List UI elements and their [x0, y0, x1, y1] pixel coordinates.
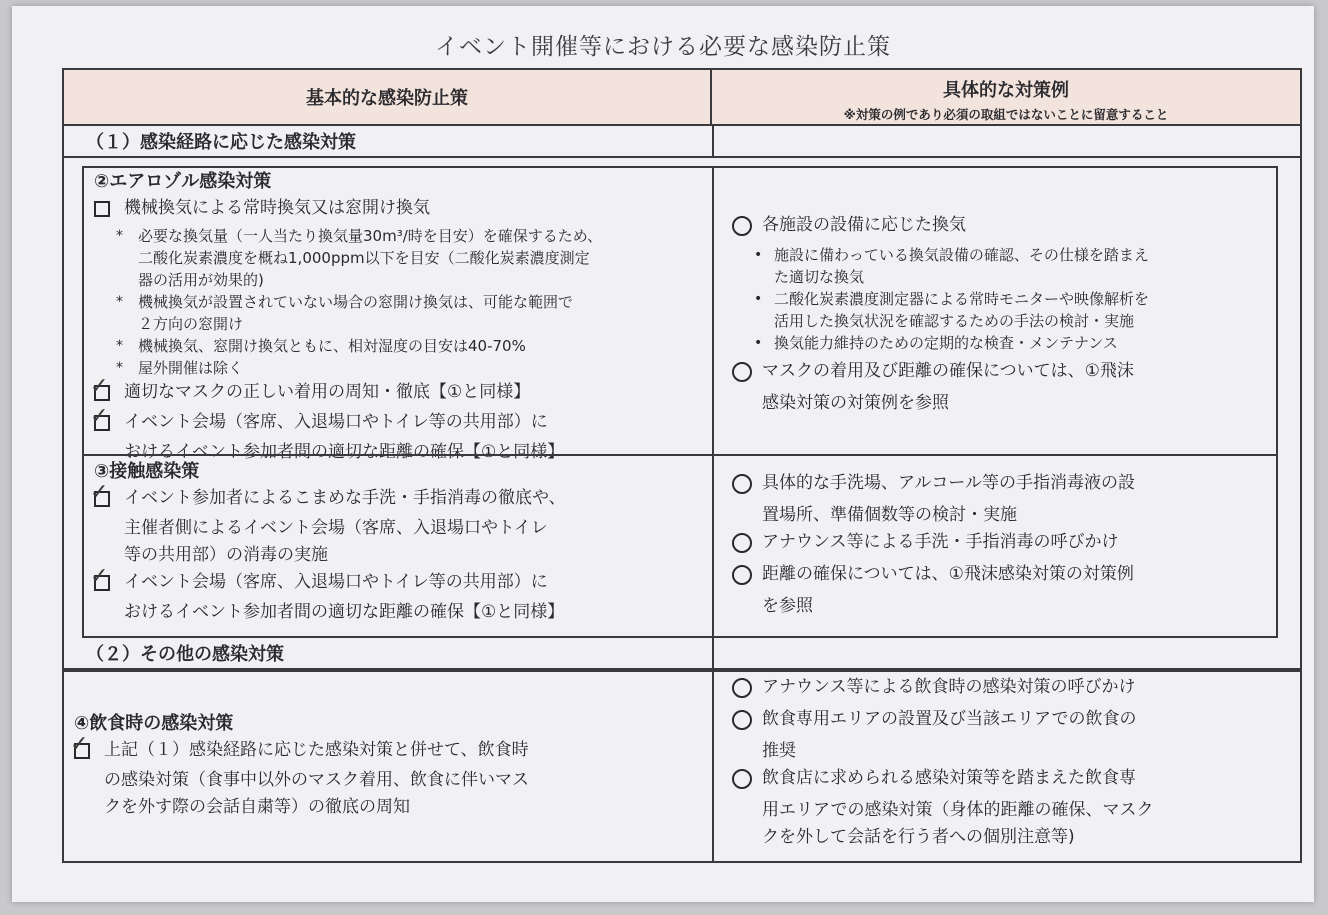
example-item: 飲食店に求められる感染対策等を踏まえた飲食専 — [762, 768, 1136, 788]
eating-line: 上記（１）感染経路に応じた感染対策と併せて、飲食時 — [104, 740, 529, 760]
eating-title: ④飲食時の感染対策 — [74, 713, 234, 734]
circle-icon — [732, 674, 762, 706]
eating-block — [70, 710, 704, 821]
eating-line: クを外す際の会話自粛等）の徹底の周知 — [104, 797, 410, 817]
aerosol-check-item: イベント会場（客席、入退場口やトイレ等の共用部）に — [124, 412, 548, 432]
eating-examples — [732, 674, 1292, 851]
example-sub: 活用した換気状況を確認するための手法の検討・実施 — [774, 312, 1135, 330]
checkbox-icon — [94, 195, 124, 225]
contact-examples — [732, 470, 1272, 620]
example-item: アナウンス等による飲食時の感染対策の呼びかけ — [762, 677, 1136, 697]
section2-title-text: （２）その他の感染対策 — [86, 644, 284, 665]
aerosol-check-item: おけるイベント参加者間の適切な距離の確保【①と同様】 — [124, 442, 565, 462]
checked-box-icon: ✓ — [70, 732, 89, 757]
contact-block — [90, 458, 706, 626]
header-examples — [712, 70, 1300, 126]
document-title: イベント開催等における必要な感染防止策 — [435, 34, 891, 60]
example-sub: 換気能力維持のための定期的な検査・メンテナンス — [774, 334, 1118, 352]
checked-box-icon: ✓ — [90, 374, 109, 399]
checked-box-icon: ✓ — [90, 564, 109, 589]
contact-line: 等の共用部）の消毒の実施 — [124, 545, 328, 565]
aerosol-bullet: 二酸化炭素濃度を概ね1,000ppm以下を目安（二酸化炭素濃度測定 — [138, 249, 590, 267]
example-sub: た適切な換気 — [774, 268, 865, 286]
example-sub: 二酸化炭素濃度測定器による常時モニターや映像解析を — [774, 290, 1150, 308]
example-item: 具体的な手洗場、アルコール等の手指消毒液の設 — [762, 473, 1135, 493]
example-sub: 施設に備わっている換気設備の確認、その仕様を踏まえ — [774, 246, 1149, 264]
section2-title — [64, 638, 712, 670]
example-item: 各施設の設備に応じた換気 — [762, 215, 966, 235]
circle-icon — [732, 529, 762, 561]
aerosol-bullet: 機械換気、窓開け換気ともに、相対湿度の目安は40-70% — [138, 337, 526, 355]
circle-icon — [732, 212, 762, 244]
asterisk-icon: * — [116, 294, 123, 310]
example-item: 感染対策の対策例を参照 — [762, 393, 949, 413]
circle-icon — [732, 358, 762, 390]
aerosol-block — [90, 168, 706, 466]
contact-line: おけるイベント参加者間の適切な距離の確保【①と同様】 — [124, 602, 565, 622]
aerosol-examples — [732, 212, 1272, 417]
circle-icon — [732, 561, 762, 593]
contact-line: 主催者側によるイベント会場（客席、入退場口やトイレ — [124, 518, 548, 538]
dot-icon: • — [754, 291, 763, 307]
example-item: 推奨 — [762, 741, 796, 761]
aerosol-title: ②エアロゾル感染対策 — [94, 171, 272, 192]
section1-title-text: （１）感染経路に応じた感染対策 — [86, 132, 356, 153]
example-item: 距離の確保については、①飛沫感染対策の対策例 — [762, 564, 1134, 584]
example-item: 飲食専用エリアの設置及び当該エリアでの飲食の — [762, 709, 1137, 729]
header-basic-measures — [64, 70, 712, 126]
checked-box-icon: ✓ — [90, 404, 109, 429]
asterisk-icon: * — [116, 360, 123, 376]
contact-title: ③接触感染策 — [94, 461, 200, 482]
header-examples-note: ※対策の例であり必須の取組ではないことに留意すること — [843, 107, 1169, 122]
section1-title — [64, 126, 712, 158]
example-item: アナウンス等による手洗・手指消毒の呼びかけ — [762, 532, 1119, 552]
asterisk-icon: * — [116, 338, 123, 354]
circle-icon — [732, 706, 762, 738]
aerosol-bullet: 器の活用が効果的) — [138, 271, 264, 289]
dot-icon: • — [754, 247, 763, 263]
checked-box-icon: ✓ — [90, 480, 109, 505]
example-item: クを外して会話を行う者への個別注意等) — [762, 827, 1075, 847]
circle-icon — [732, 470, 762, 502]
aerosol-bullet: 屋外開催は除く — [138, 359, 244, 377]
section1-title-right — [712, 126, 1300, 158]
measures-table — [62, 68, 1302, 863]
example-item: を参照 — [762, 596, 813, 616]
dot-icon: • — [754, 335, 763, 351]
asterisk-icon: * — [116, 228, 123, 244]
document-sheet — [12, 6, 1314, 902]
example-item: 用エリアでの感染対策（身体的距離の確保、マスク — [762, 800, 1154, 820]
aerosol-main-item: 機械換気による常時換気又は窓開け換気 — [124, 198, 430, 218]
contact-line: イベント会場（客席、入退場口やトイレ等の共用部）に — [124, 572, 548, 592]
aerosol-bullet: 機械換気が設置されていない場合の窓開け換気は、可能な範囲で — [138, 293, 574, 311]
aerosol-check-item: 適切なマスクの正しい着用の周知・徹底【①と同様】 — [124, 382, 531, 402]
circle-icon — [732, 765, 762, 797]
header-examples-title: 具体的な対策例 — [943, 80, 1069, 101]
eating-line: の感染対策（食事中以外のマスク着用、飲食に伴いマス — [104, 770, 529, 790]
example-item: 置場所、準備個数等の検討・実施 — [762, 505, 1017, 525]
section2-title-right — [712, 638, 1300, 670]
aerosol-bullet: ２方向の窓開け — [138, 315, 244, 333]
contact-line: イベント参加者によるこまめな手洗・手指消毒の徹底や、 — [124, 488, 566, 508]
header-basic-label: 基本的な感染防止策 — [306, 88, 468, 109]
aerosol-bullet: 必要な換気量（一人当たり換気量30m³/時を目安）を確保するため、 — [138, 227, 603, 245]
example-item: マスクの着用及び距離の確保については、①飛沫 — [762, 361, 1134, 381]
